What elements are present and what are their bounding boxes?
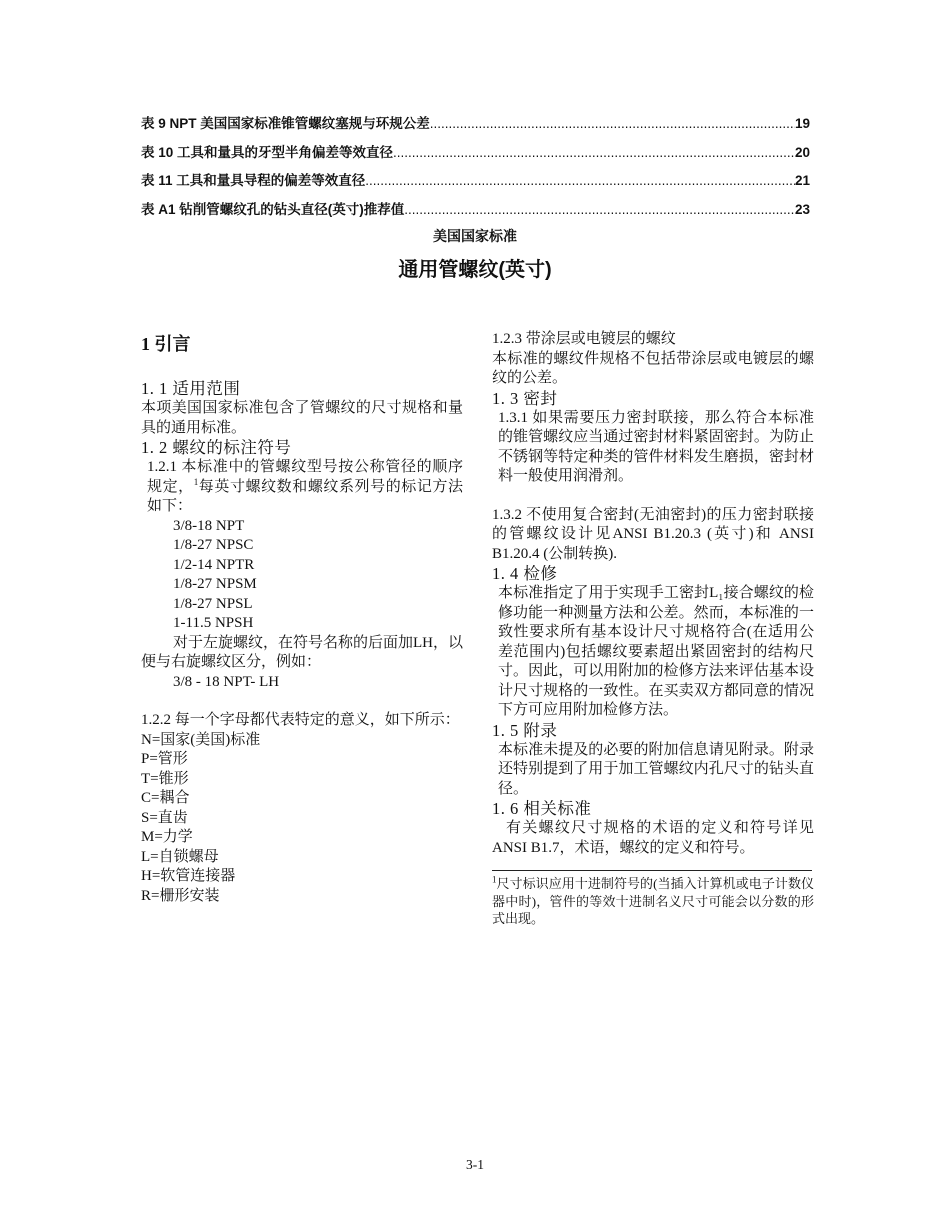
page-title: 通用管螺纹(英寸): [398, 259, 552, 281]
letter-definition: P=管形: [141, 751, 188, 767]
toc-entry-title: 表 A1 钻削管螺纹孔的钻头直径(英寸)推荐值: [141, 201, 405, 217]
related-standards-paragraph: 有关螺纹尺寸规格的术语的定义和符号详见ANSI B1.7，术语，螺纹的定义和符号。: [492, 820, 814, 856]
sealing-paragraph: 1.3.1 如果需要压力密封联接，那么符合本标准的锥管螺纹应当通过密封材料紧固密封。为防止不锈钢等特定种类的管件材料发生磨损，密封材料一般使用润滑剂。: [498, 409, 814, 484]
section-heading-designation: 1. 2 螺纹的标注符号: [141, 438, 292, 457]
section-heading-appendix: 1. 5 附录: [492, 720, 558, 740]
left-column: [141, 333, 463, 906]
standard-label: 美国国家标准: [433, 228, 517, 244]
spacer: [492, 487, 814, 506]
table-of-contents: [141, 112, 810, 226]
section-heading-sealing: 1. 3 密封: [492, 388, 558, 408]
designation-paragraph: [141, 458, 463, 517]
letter-definition: S=直齿: [141, 809, 188, 826]
toc-leader-dots: [404, 202, 795, 217]
scope-paragraph: 本项美国国家标准包含了管螺纹的尺寸规格和量具的通用标准。: [141, 400, 463, 436]
toc-entry-page: 21: [794, 173, 810, 189]
spacer: [141, 692, 463, 711]
footnote: [492, 875, 814, 928]
toc-entry-page: 23: [794, 201, 810, 217]
toc-entry-title: 表 9 NPT 美国国家标准锥管螺纹塞规与环规公差: [141, 116, 430, 131]
example-designation: 1/2-14 NPTR: [173, 556, 255, 573]
toc-entry-page: 20: [794, 144, 810, 160]
letter-definition: N=国家(美国)标准: [141, 731, 261, 748]
letter-definition: T=锥形: [141, 770, 189, 787]
toc-leader-dots: [365, 173, 795, 188]
example-designation: 1-11.5 NPSH: [173, 615, 254, 631]
toc-entry[interactable]: [141, 198, 810, 227]
footnote-marker: 1: [492, 874, 497, 885]
toc-entry-title: 表 10 工具和量具的牙型半角偏差等效直径: [141, 144, 394, 160]
letter-definition: L=自锁螺母: [141, 848, 219, 865]
designation-text-a: 1.2.1 本标准中的管螺纹型号按公称管径的顺序规定，: [147, 459, 463, 495]
coated-threads-paragraph: 本标准的螺纹件规格不包括带涂层或电镀层的螺纹的公差。: [492, 350, 814, 386]
toc-leader-dots: [393, 145, 795, 160]
left-hand-paragraph: 对于左旋螺纹，在符号名称的后面加LH，以便与右旋螺纹区分，例如：: [141, 634, 463, 670]
example-designation: 3/8-18 NPT: [173, 517, 245, 534]
section-heading-related-standards: 1. 6 相关标准: [492, 799, 592, 818]
example-designation: 1/8-27 NPSM: [173, 576, 257, 592]
toc-entry-title: 表 11 工具和量具导程的偏差等效直径: [141, 173, 366, 189]
toc-entry[interactable]: [141, 141, 810, 170]
gaging-paragraph: 本标准指定了用于实现手工密封L₁接合螺纹的检修功能一种测量方法和公差。然而，本标准的一致性要求所有基本设计尺寸规格符合(在适用公差范围内)包括螺纹要素超出紧固密封的结构尺寸。因此，可以用附加的检修方法来评估基本设计尺寸规格的一致性。在买卖双方都同意的情况下方可应用附加检修方法。: [498, 585, 814, 718]
example-designation: 1/8-27 NPSC: [173, 537, 254, 553]
right-column: [492, 330, 814, 928]
section-heading-introduction: 1 引言: [141, 334, 191, 354]
toc-entry[interactable]: [141, 112, 810, 141]
footnote-ref[interactable]: 1: [193, 476, 199, 487]
letter-definition: H=软管连接器: [141, 868, 236, 884]
letter-meaning-paragraph: 1.2.2 每一个字母都代表特定的意义，如下所示：: [141, 712, 460, 728]
appendix-paragraph: 本标准未提及的必要的附加信息请见附录。附录还特别提到了用于加工管螺纹内孔尺寸的钻头直径。: [498, 741, 814, 797]
letter-definition: R=栅形安装: [141, 887, 220, 904]
section-heading-scope: 1. 1 适用范围: [141, 379, 241, 398]
toc-entry[interactable]: [141, 169, 810, 198]
dryseal-paragraph: 1.3.2 不使用复合密封(无油密封)的压力密封联接的管螺纹设计见ANSI B1.20.3 (英寸)和 ANSI B1.20.4 (公制转换).: [492, 506, 814, 562]
letter-definition: C=耦合: [141, 790, 190, 806]
toc-entry-page: 19: [794, 116, 810, 131]
footnote-divider: [492, 870, 812, 871]
designation-text-b: 每英寸螺纹数和螺纹系列号的标记方法如下：: [147, 478, 463, 514]
page-number: 3-1: [466, 1157, 484, 1172]
letter-definition: M=力学: [141, 829, 193, 845]
footnote-text: 尺寸标识应用十进制符号的(当插入计算机或电子计数仪器中时)，管件的等效十进制名义尺寸可能会以分数的形式出现。: [492, 876, 814, 926]
toc-leader-dots: [430, 116, 795, 131]
section-heading-gaging: 1. 4 检修: [492, 564, 558, 583]
example-designation: 1/8-27 NPSL: [173, 595, 253, 612]
section-heading-coated-threads: 1.2.3 带涂层或电镀层的螺纹: [492, 331, 676, 347]
left-hand-example: 3/8 - 18 NPT- LH: [173, 673, 280, 690]
